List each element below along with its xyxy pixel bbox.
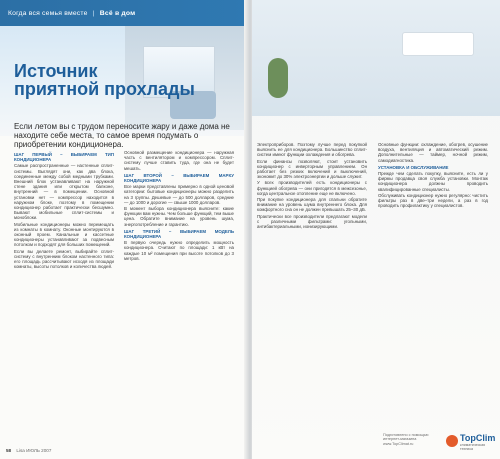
paragraph: Прежде чем сделать покупку, выясните, есть ли у фирмы продавца своя служба установки. Монтаж кондиционера должны проводить квалифицированные специалисты. — [378, 171, 488, 192]
issue-date: ИЮЛЬ 2007 — [26, 448, 52, 453]
source-note: Подготовлено с помощью интернет-магазина www.TopClimat.ru — [383, 433, 429, 446]
paragraph: Если вы делаете ремонт, выбирайте сплит-систему с внутренним блоком настенного типа: его площадь рассчитывают исходя из площади комнаты, высоты потолков и количества людей. — [14, 248, 114, 270]
paragraph: Если финансы позволяют, стоит установить кондиционер с инверторным управлением. Он работает без резких включений и выключений, экономит до 30% электроэнергии и дольше служит. — [257, 158, 367, 180]
page-number: 58 — [6, 448, 12, 453]
logo-mark-icon — [446, 435, 458, 447]
header-separator: | — [92, 10, 95, 17]
subheading: УСТАНОВКА И ОБСЛУЖИВАНИЕ — [378, 164, 449, 170]
article-intro: Если летом вы с трудом переносите жару и даже дома не находите себе места, то самое время подумать о приобретении кондиционера. — [14, 122, 230, 149]
header-site: Когда вся семья вместе — [8, 10, 88, 17]
topclim-logo — [446, 433, 498, 451]
paragraph: Основные функции: охлаждение, обогрев, осушение воздуха, вентиляция и автоматический режим. Дополнительные — таймер, ночной режим, самодиагностика. — [378, 142, 488, 163]
header-section: Всё в дом — [99, 10, 136, 17]
logo-tagline: климатическая техника — [460, 443, 486, 451]
paragraph: Мобильные кондиционеры можно перемещать из комнаты в комнату. Оконные монтируются в оконный проем. Канальные и кассетные кондиционеры устанавливают за подвесным потолком и подходят для больших помещений. — [14, 221, 114, 248]
text-column-1 — [14, 150, 114, 270]
logo-brand: TopClim — [460, 433, 496, 443]
air-conditioner-shape — [402, 32, 474, 56]
paragraph: В первую очередь нужно определить мощность кондиционера. Считают по площади: 1 кВт на каждые 10 м² помещения при высоте потолков до 3 метров. — [124, 240, 234, 261]
text-column-4 — [378, 142, 488, 209]
title-line-1: Источник — [14, 61, 98, 81]
left-page — [0, 0, 248, 459]
text-column-2 — [124, 150, 234, 262]
paragraph: Основной размещение кондиционера — наружная часть с вентилятором и компрессором. Сплит-систему лучше ставить туда, где она не будет мешать. — [124, 150, 234, 171]
paragraph: У всех производителей есть кондиционеры с функцией обогрева — они пригодятся в межсезонье, когда центральное отопление еще не включено. — [257, 180, 367, 196]
title-line-2: приятной прохлады — [14, 79, 195, 99]
header-text — [8, 10, 135, 17]
room-photo — [252, 0, 500, 116]
subheading: ШАГ ТРЕТИЙ – ВЫБИРАЕМ МОДЕЛЬ КОНДИЦИОНЕРА — [124, 228, 234, 240]
paragraph: При покупке кондиционера для спальни обратите внимание на уровень шума внутреннего блока. Для комфортного сна он не должен превышать 25–30 дБ. — [257, 197, 367, 213]
article-title — [14, 62, 195, 98]
paragraph: Электроприборов. Поэтому лучше перед покупкой выяснить ее для кондиционера. Большинство сплит-систем имеют функции охлаждения и обогрева. — [257, 142, 367, 158]
paragraph: Обслуживать кондиционер нужно регулярно: чистить фильтры раз в две–три недели, а раз в год проводить профилактику у специалистов. — [378, 192, 488, 209]
section-header — [0, 0, 248, 26]
subheading: ШАГ ПЕРВЫЙ – ВЫБИРАЕМ ТИП КОНДИЦИОНЕРА — [14, 152, 114, 163]
text-column-3 — [257, 142, 367, 230]
paragraph: В момент выбора кондиционера выясните: какие функции вам нужны. Чем больше функций, тем выше цена. Обратите внимание на уровень шума, энергопотребление и гарантию. — [124, 206, 234, 227]
paragraph: Практически все производители предлагают модели с различными фильтрами: угольными, антибактериальными, ионизирующими. — [257, 213, 367, 230]
magazine-name: Lisa — [16, 448, 25, 453]
paragraph: Самые распространенные — настенные сплит-системы. Выглядят они, как два блока, соединенные между собой медными трубками. Внешний блок устанавливают на наружной стене здания или открытом балконе, внутренний — в помещении. Основной установки нет — компрессор находится в наружном блоке, поэтому в помещении кондиционер работает практически бесшумно. Бывают мобильные сплит-системы и моноблоки. — [14, 163, 114, 221]
page-footer — [6, 448, 51, 453]
subheading: ШАГ ВТОРОЙ – ВЫБИРАЕМ МАРКУ КОНДИЦИОНЕРА — [124, 172, 234, 184]
plant-shape — [268, 58, 288, 98]
paragraph: Все марки представлены примерно в одной ценовой категории: бытовые кондиционеры можно разделить на 3 группы. Дешевые — до 500 долларов, средние — до 1000 и дорогие — свыше 1000 долларов. — [124, 184, 234, 205]
